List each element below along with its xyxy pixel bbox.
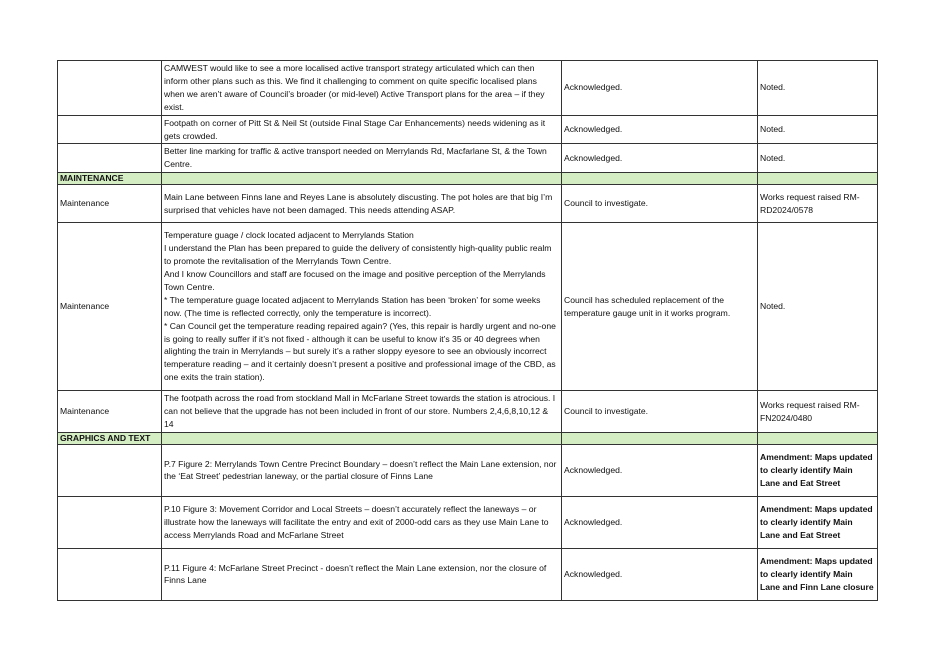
category-cell bbox=[58, 444, 162, 496]
comment-cell: Main Lane between Finns lane and Reyes Lane is absolutely discusting. The pot holes are that big I’m surprised that vehicles have not been damaged. This needs attending ASAP. bbox=[162, 185, 562, 223]
section-label: MAINTENANCE bbox=[58, 173, 162, 185]
response-cell: Acknowledged. bbox=[562, 61, 758, 116]
table-row bbox=[58, 496, 878, 548]
comment-line: * The temperature guage located adjacent to Merrylands Station has been ‘broken’ for some weeks now. (The time is reflected correctly, only the temperature is incorrect). bbox=[164, 294, 541, 318]
category-cell bbox=[58, 548, 162, 600]
category-cell bbox=[58, 61, 162, 116]
outcome-cell: Noted. bbox=[758, 115, 878, 144]
comment-line: And I know Councillors and staff are focused on the image and positive perception of the Merrylands Town Centre. bbox=[164, 269, 546, 292]
table-row bbox=[58, 444, 878, 496]
outcome-cell: Noted. bbox=[758, 144, 878, 173]
response-cell: Council to investigate. bbox=[562, 391, 758, 433]
comment-cell: P.11 Figure 4: McFarlane Street Precinct - doesn’t reflect the Main Lane extension, nor the closure of Finns Lane bbox=[162, 548, 562, 600]
comment-cell: The footpath across the road from stockland Mall in McFarlane Street towards the station is atrocious. I can not believe that the upgrade has not been included in front of our store. Numbers 2,4,6,8,10,12 & 14 bbox=[162, 391, 562, 433]
table-row bbox=[58, 223, 878, 391]
category-cell bbox=[58, 496, 162, 548]
section-header-graphics bbox=[58, 432, 878, 444]
outcome-cell: Works request raised RM-FN2024/0480 bbox=[758, 391, 878, 433]
comment-line: I understand the Plan has been prepared to guide the delivery of consistently high-quality public realm to promote the revitalisation of the Merrylands Town Centre. bbox=[164, 243, 552, 267]
comment-line: * Can Council get the temperature reading repaired again? (Yes, this repair is hardly urgent and no-one is going to really suffer if it’s not fixed - although it can be useful to know it’s 35 or 40 degrees when alighting the train in Merrylands – but surely it’s a rather sloppy eyesore to see an obviously incorrect temperature reading – and it certainly doesn’t present a positive and professional image of the CBD, as one exits the train station). bbox=[164, 320, 556, 383]
outcome-cell: Noted. bbox=[758, 223, 878, 391]
category-cell bbox=[58, 115, 162, 144]
response-cell: Acknowledged. bbox=[562, 496, 758, 548]
table-row bbox=[58, 185, 878, 223]
outcome-cell: Amendment: Maps updated to clearly identify Main Lane and Finn Lane closure bbox=[758, 548, 878, 600]
response-cell: Council has scheduled replacement of the temperature gauge unit in it works program. bbox=[562, 223, 758, 391]
comment-cell: CAMWEST would like to see a more localised active transport strategy articulated which can then inform other plans such as this. We find it challenging to comment on quite specific localised plans when we aren’t aware of Council’s broader (or mid-level) Active Transport plans for the area – if they exist. bbox=[162, 61, 562, 116]
table-row bbox=[58, 61, 878, 116]
response-cell: Acknowledged. bbox=[562, 444, 758, 496]
outcome-cell: Noted. bbox=[758, 61, 878, 116]
table-row bbox=[58, 115, 878, 144]
response-cell: Acknowledged. bbox=[562, 144, 758, 173]
category-cell: Maintenance bbox=[58, 185, 162, 223]
section-label: GRAPHICS AND TEXT bbox=[58, 432, 162, 444]
comment-cell: Footpath on corner of Pitt St & Neil St (outside Final Stage Car Enhancements) needs widening as it gets crowded. bbox=[162, 115, 562, 144]
comment-cell: P.7 Figure 2: Merrylands Town Centre Precinct Boundary – doesn’t reflect the Main Lane extension, nor the ‘Eat Street’ pedestrian laneway, or the partial closure of Finns Lane bbox=[162, 444, 562, 496]
outcome-cell: Works request raised RM-RD2024/0578 bbox=[758, 185, 878, 223]
outcome-cell: Amendment: Maps updated to clearly identify Main Lane and Eat Street bbox=[758, 496, 878, 548]
table-row bbox=[58, 391, 878, 433]
table-row bbox=[58, 548, 878, 600]
section-header-maintenance bbox=[58, 173, 878, 185]
category-cell: Maintenance bbox=[58, 391, 162, 433]
submissions-table bbox=[57, 60, 878, 601]
category-cell bbox=[58, 144, 162, 173]
comment-cell: P.10 Figure 3: Movement Corridor and Local Streets – doesn’t accurately reflect the laneways – or illustrate how the laneways will facilitate the entry and exit of 2000-odd cars as they use Main Lane to access Merrylands Road and McFarlane Street bbox=[162, 496, 562, 548]
category-cell: Maintenance bbox=[58, 223, 162, 391]
response-cell: Council to investigate. bbox=[562, 185, 758, 223]
comment-cell: Better line marking for traffic & active transport needed on Merrylands Rd, Macfarlane St, & the Town Centre. bbox=[162, 144, 562, 173]
outcome-cell: Amendment: Maps updated to clearly identify Main Lane and Eat Street bbox=[758, 444, 878, 496]
table-row bbox=[58, 144, 878, 173]
response-cell: Acknowledged. bbox=[562, 115, 758, 144]
comment-line: Temperature guage / clock located adjacent to Merrylands Station bbox=[164, 230, 414, 241]
comment-cell bbox=[162, 223, 562, 391]
response-cell: Acknowledged. bbox=[562, 548, 758, 600]
